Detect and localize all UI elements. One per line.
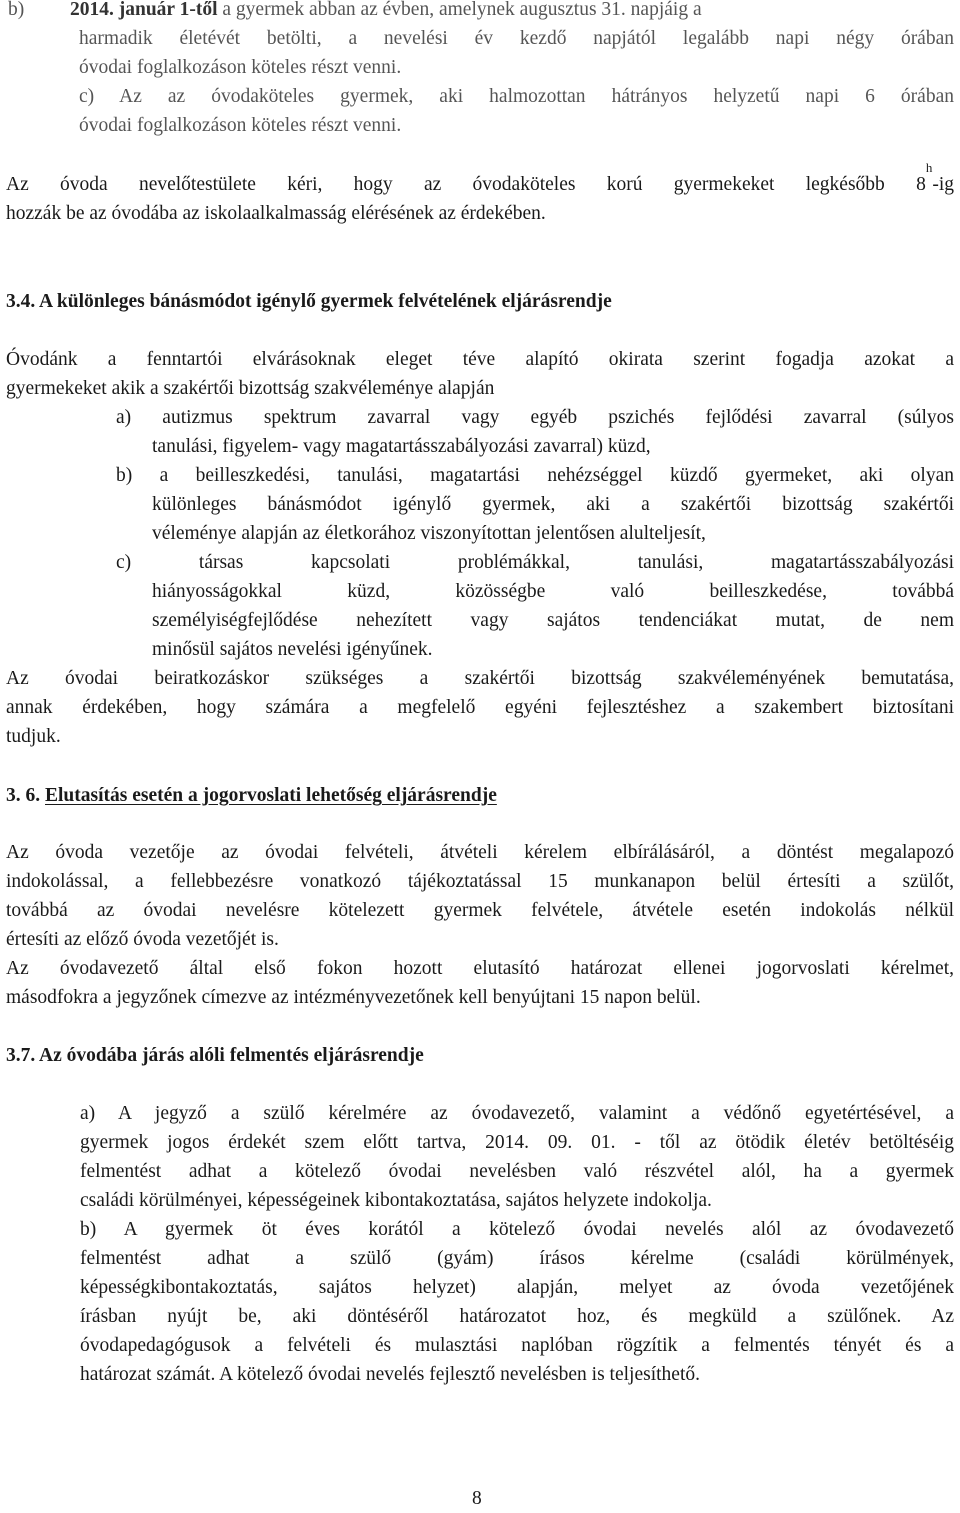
- paragraph-appeal-line-2: másodfokra a jegyzőnek címezve az intézményvezetőnek kell benyújtani 15 napon belül.: [6, 987, 701, 1008]
- list-item-c-line-2: óvodai foglalkozáson köteles részt venni.: [79, 115, 402, 136]
- exemption-b-line-4: írásban nyújt be, aki döntéséről határozatot hoz, és megküld a szülőnek. Az: [80, 1306, 954, 1327]
- section-heading-3-6: [6, 781, 497, 810]
- paragraph-decision-line-4: értesíti az előző óvoda vezetőjét is.: [6, 929, 279, 950]
- exemption-b-line-1: b) A gyermek öt éves korától a kötelező óvodai nevelés alól az óvodavezető: [80, 1219, 954, 1240]
- date-emphasis: 2014. január 1-től: [70, 0, 218, 20]
- paragraph-arrival-line-1: [6, 160, 954, 199]
- paragraph-intro-line-1: Óvodánk a fenntartói elvárásoknak eleget téve alapító okirata szerint fogadja azokat a: [6, 349, 954, 370]
- list-item-a-line-1: a) autizmus spektrum zavarral vagy egyéb pszichés fejlődési zavarral (súlyos: [116, 407, 954, 428]
- section-number: 3. 6.: [6, 785, 45, 806]
- exemption-a-line-1: a) A jegyző a szülő kérelmére az óvodavezető, valamint a védőnő egyetértésével, a: [80, 1103, 954, 1124]
- list-item-b2-line-1: b) a beilleszkedési, tanulási, magatartási nehézséggel küzdő gyermeket, aki olyan: [116, 465, 954, 486]
- list-item-a-line-2: tanulási, figyelem- vagy magatartásszabályozási zavarral) küzd,: [152, 436, 651, 457]
- paragraph-enrollment-line-2: annak érdekében, hogy számára a megfelelő egyéni fejlesztéshez a szakembert biztosítani: [6, 697, 954, 718]
- exemption-a-line-4: családi körülményei, képességeinek kibontakoztatása, sajátos helyzete indokolja.: [80, 1190, 712, 1211]
- list-item-b2-line-2: különleges bánásmódot igénylő gyermek, aki a szakértői bizottság szakértői: [152, 494, 954, 515]
- exemption-b-line-6: határozat számát. A kötelező óvodai nevelés fejlesztő nevelésben is teljesíthető.: [80, 1364, 700, 1385]
- list-item-b-line-3: óvodai foglalkozáson köteles részt venni.: [79, 57, 402, 78]
- paragraph-decision-line-1: Az óvoda vezetője az óvodai felvételi, átvételi kérelem elbírálásáról, a döntést megalapozó: [6, 842, 954, 863]
- line-text: Az óvoda nevelőtestülete kéri, hogy az óvodaköteles korú gyermekeket legkésőbb 8: [6, 174, 926, 195]
- paragraph-decision-line-3: továbbá az óvodai nevelésre kötelezett gyermek felvétele, átvétele esetén indokolás nélkül: [6, 900, 954, 921]
- list-marker: b): [8, 0, 25, 20]
- paragraph-intro-line-2: gyermekeket akik a szakértői bizottság szakvéleménye alapján: [6, 378, 495, 399]
- list-item-c2-line-3: személyiségfejlődése nehezített vagy sajátos tendenciákat mutat, de nem: [152, 610, 954, 631]
- list-item-c2-line-4: minősül sajátos nevelési igényűnek.: [152, 639, 433, 660]
- list-item-b-line-1: [8, 0, 954, 24]
- exemption-b-line-2: felmentést adhat a szülő (gyám) írásos kérelme (családi körülmények,: [80, 1248, 954, 1269]
- paragraph-enrollment-line-1: Az óvodai beiratkozáskor szükséges a szakértői bizottság szakvéleményének bemutatása,: [6, 668, 954, 689]
- exemption-a-line-3: felmentést adhat a kötelező óvodai nevelésben való részvétel alól, ha a gyermek: [80, 1161, 954, 1182]
- line-text: a gyermek abban az évben, amelynek augusztus 31. napjáig a: [217, 0, 702, 20]
- list-item-c-line-1: c) Az az óvodaköteles gyermek, aki halmozottan hátrányos helyzetű napi 6 órában: [79, 86, 954, 107]
- paragraph-enrollment-line-3: tudjuk.: [6, 726, 61, 747]
- paragraph-arrival-line-2: hozzák be az óvodába az iskolaalkalmasság elérésének az érdekében.: [6, 203, 546, 224]
- exemption-a-line-2: gyermek jogos érdekét szem előtt tartva, 2014. 09. 01. - től az ötödik életév betöltéséig: [80, 1132, 954, 1153]
- hour-superscript: h: [925, 160, 933, 175]
- exemption-b-line-3: képességkibontakoztatás, sajátos helyzet) alapján, melyet az óvoda vezetőjének: [80, 1277, 954, 1298]
- paragraph-appeal-line-1: Az óvodavezető által első fokon hozott elutasító határozat ellenei jogorvoslati kérelmet,: [6, 958, 954, 979]
- page-number: 8: [472, 1488, 482, 1509]
- list-item-b2-line-3: véleménye alapján az életkorához viszonyítottan jelentősen alulteljesít,: [152, 523, 706, 544]
- section-heading-3-4: 3.4. A különleges bánásmódot igénylő gyermek felvételének eljárásrendje: [6, 291, 612, 312]
- section-heading-3-7: 3.7. Az óvodába járás alóli felmentés eljárásrendje: [6, 1045, 424, 1066]
- line-text-suffix: -ig: [932, 174, 954, 195]
- list-item-c2-line-2: hiányosságokkal küzd, közösségbe való beilleszkedése, továbbá: [152, 581, 954, 602]
- list-item-c2-line-1: c) társas kapcsolati problémákkal, tanulási, magatartásszabályozási: [116, 552, 954, 573]
- exemption-b-line-5: óvodapedagógusok a felvételi és mulasztási naplóban rögzítik a felmentés tényét és a: [80, 1335, 954, 1356]
- list-item-b-line-2: harmadik életévét betölti, a nevelési év kezdő napjától legalább napi négy órában: [79, 28, 954, 49]
- paragraph-decision-line-2: indokolással, a fellebbezésre vonatkozó tájékoztatással 15 munkanapon belül értesíti a szülőt,: [6, 871, 954, 892]
- section-title: Elutasítás esetén a jogorvoslati lehetőség eljárásrendje: [45, 785, 497, 806]
